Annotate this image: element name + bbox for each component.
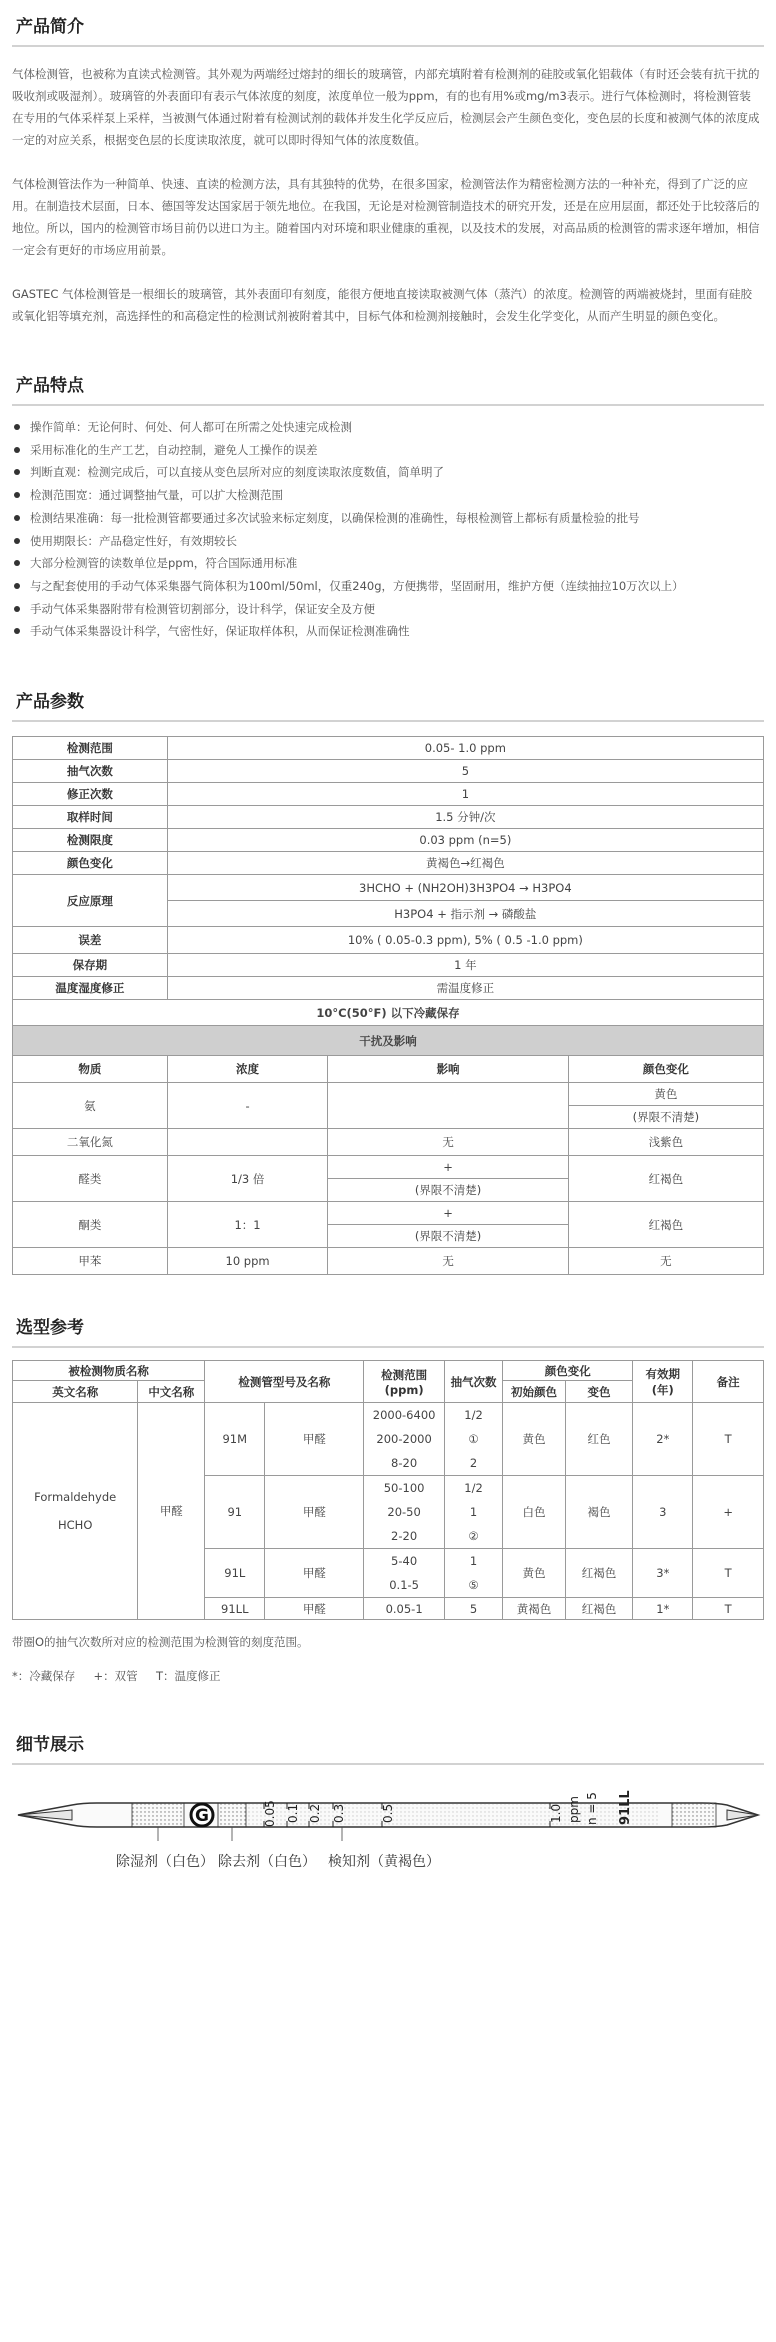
concentration-cell xyxy=(167,1129,328,1156)
column-header: 物质 xyxy=(13,1056,168,1083)
feature-item: 使用期限长：产品稳定性好，有效期较长 xyxy=(12,530,764,553)
column-header: 颜色变化 xyxy=(568,1056,763,1083)
remover-label: 除去剂（白色） xyxy=(218,1854,316,1871)
concentration-cell: 1：1 xyxy=(167,1202,328,1248)
remover-layer xyxy=(218,1803,246,1827)
features-divider xyxy=(12,404,764,406)
feature-item: 操作简单：无论何时、何处、何人都可在所需之处快速完成检测 xyxy=(12,416,764,439)
scale-label: 0.2 xyxy=(308,1803,322,1824)
initial-color-cell: 黄色 xyxy=(503,1549,565,1598)
param-value: H3PO4 + 指示剂 → 磷酸盐 xyxy=(167,901,763,927)
param-value: 1.5 分钟/次 xyxy=(167,806,763,829)
intro-paragraph: GASTEC 气体检测管是一根细长的玻璃管，其外表面印有刻度，能很方便地直接读取被测气体（蒸汽）的浓度。检测管的两端被烧封，里面有硅胶或氧化铝等填充剂，高选择性的和高稳定性的检测试剂被附着其中，目标气体和检测剂接触时，会发生化学变化，从而产生明显的颜色变化。 xyxy=(12,287,753,323)
strokes-value: ② xyxy=(468,1529,479,1544)
features-list xyxy=(12,416,764,643)
substance-cell: 酮类 xyxy=(13,1202,168,1248)
column-header: 备注 xyxy=(693,1361,764,1403)
intro-paragraph: 气体检测管，也被称为直读式检测管。其外观为两端经过熔封的细长的玻璃管，内部充填附着有检测剂的硅胶或氧化铝载体（有时还会装有抗干扰的吸收剂或吸湿剂）。玻璃管的外表面印有表示气体浓度的刻度，浓度单位一般为ppm，有的也有用%或mg/m3表示。进行气体检测时，将检测管装在专用的气体采样泵上采样，当被测气体通过附着有检测试剂的载体并发生化学反应后，检测层会产生颜色变化，变色层的长度和被测气体的浓度成一定的对应关系，根据变色层的长度读取浓度，就可以即时得知气体的浓度数值。 xyxy=(12,67,760,147)
tube-name-cell: 甲醛 xyxy=(265,1476,364,1549)
substance-cell: 醛类 xyxy=(13,1156,168,1202)
scale-label: 0.5 xyxy=(381,1803,395,1824)
column-header: 抽气次数 xyxy=(444,1361,503,1403)
select-divider xyxy=(12,1346,764,1348)
concentration-cell: 10 ppm xyxy=(167,1248,328,1275)
note-cell: + xyxy=(693,1476,764,1549)
detector-label: 検知剂（黄褐色） xyxy=(328,1854,440,1871)
tube-name-cell: 甲醛 xyxy=(265,1598,364,1620)
desiccant-layer xyxy=(132,1803,184,1827)
effect-cell: 无 xyxy=(328,1129,568,1156)
strokes-cell xyxy=(444,1403,503,1476)
feature-item: 手动气体采集器设计科学，气密性好，保证取样体积，从而保证检测准确性 xyxy=(12,620,764,643)
column-header: 英文名称 xyxy=(13,1381,138,1403)
english-name-cell xyxy=(13,1403,138,1620)
param-value: 3HCHO + (NH2OH)3H3PO4 → H3PO4 xyxy=(167,875,763,901)
range-cell xyxy=(364,1549,444,1598)
detail-title: 细节展示 xyxy=(16,1735,84,1756)
selection-notes xyxy=(12,1632,764,1686)
select-section-header xyxy=(12,1309,764,1348)
column-header: 中文名称 xyxy=(138,1381,205,1403)
initial-color-cell: 白色 xyxy=(503,1476,565,1549)
range-value: 0.1-5 xyxy=(389,1578,419,1593)
scale-label: ppm xyxy=(567,1796,581,1824)
params-section-header xyxy=(12,683,764,722)
column-header: 初始颜色 xyxy=(503,1381,565,1403)
range-value: 8-20 xyxy=(391,1456,418,1471)
column-header: 变色 xyxy=(565,1381,633,1403)
chinese-name-cell: 甲醛 xyxy=(138,1403,205,1620)
feature-item: 手动气体采集器附带有检测管切割部分，设计科学，保证安全及方便 xyxy=(12,598,764,621)
params-divider xyxy=(12,720,764,722)
valid-unit: (年) xyxy=(651,1382,674,1397)
changed-color-cell: 红褐色 xyxy=(565,1549,633,1598)
param-label: 检测范围 xyxy=(13,737,168,760)
column-header: 被检测物质名称 xyxy=(13,1361,205,1381)
initial-color-cell: 黄褐色 xyxy=(503,1598,565,1620)
label-leaders xyxy=(158,1827,342,1841)
table-row xyxy=(13,1026,764,1056)
param-label: 温度湿度修正 xyxy=(13,977,168,1000)
column-header: 颜色变化 xyxy=(503,1361,633,1381)
param-label: 取样时间 xyxy=(13,806,168,829)
scale-label: 0.1 xyxy=(286,1803,300,1824)
table-row xyxy=(13,1156,764,1179)
valid-cell: 3* xyxy=(633,1549,693,1598)
strokes-value: 1/2 xyxy=(464,1408,483,1423)
note-cell: T xyxy=(693,1549,764,1598)
strokes-value: 1 xyxy=(469,1505,478,1520)
select-title: 选型参考 xyxy=(16,1318,84,1339)
model-cell: 91 xyxy=(205,1476,265,1549)
intro-divider xyxy=(12,45,764,47)
table-row xyxy=(13,760,764,783)
strokes-value: ① xyxy=(468,1432,479,1447)
table-row xyxy=(13,1403,764,1476)
param-label: 反应原理 xyxy=(13,875,168,927)
table-row xyxy=(13,977,764,1000)
param-label: 修正次数 xyxy=(13,783,168,806)
features-section-header xyxy=(12,367,764,406)
table-row xyxy=(13,806,764,829)
table-row xyxy=(13,1248,764,1275)
param-value: 0.05- 1.0 ppm xyxy=(167,737,763,760)
note-cell: T xyxy=(693,1403,764,1476)
param-label: 检测限度 xyxy=(13,829,168,852)
param-label: 保存期 xyxy=(13,954,168,977)
model-cell: 91LL xyxy=(205,1598,265,1620)
storage-note: 10°C(50°F) 以下冷藏保存 xyxy=(13,1000,764,1026)
param-value: 1 xyxy=(167,783,763,806)
intro-body xyxy=(12,63,764,327)
range-unit: (ppm) xyxy=(384,1382,424,1397)
english-name: Formaldehyde xyxy=(34,1490,117,1505)
range-cell: 0.05-1 xyxy=(364,1598,444,1620)
effect-cell xyxy=(328,1083,568,1129)
initial-color-cell: 黄色 xyxy=(503,1403,565,1476)
detection-tube-drawing xyxy=(12,1779,764,1859)
concentration-cell: - xyxy=(167,1083,328,1129)
formula: HCHO xyxy=(58,1518,93,1533)
scale-label: 0.3 xyxy=(332,1803,346,1824)
param-value: 5 xyxy=(167,760,763,783)
column-header: 影响 xyxy=(328,1056,568,1083)
valid-cell: 1* xyxy=(633,1598,693,1620)
scale-label: 91LL xyxy=(618,1790,633,1826)
valid-cell: 3 xyxy=(633,1476,693,1549)
range-cell xyxy=(364,1476,444,1549)
feature-item: 判断直观：检测完成后，可以直接从变色层所对应的刻度读取浓度数值，简单明了 xyxy=(12,461,764,484)
selection-table xyxy=(12,1360,764,1620)
effect-cell: (界限不清楚) xyxy=(328,1179,568,1202)
table-row xyxy=(13,1129,764,1156)
feature-item: 采用标准化的生产工艺，自动控制，避免人工操作的误差 xyxy=(12,439,764,462)
param-label: 颜色变化 xyxy=(13,852,168,875)
table-row xyxy=(13,737,764,760)
color-cell: 红褐色 xyxy=(568,1156,763,1202)
color-cell: (界限不清楚) xyxy=(568,1106,763,1129)
desiccant-label: 除湿剂（白色） xyxy=(116,1854,214,1871)
params-title: 产品参数 xyxy=(16,692,84,713)
table-row xyxy=(13,1202,764,1225)
table-row xyxy=(13,829,764,852)
range-value: 2-20 xyxy=(391,1529,418,1544)
changed-color-cell: 褐色 xyxy=(565,1476,633,1549)
table-row xyxy=(13,1083,764,1106)
param-value: 1 年 xyxy=(167,954,763,977)
range-cell xyxy=(364,1403,444,1476)
detail-divider xyxy=(12,1763,764,1765)
substance-cell: 二氧化氮 xyxy=(13,1129,168,1156)
column-header xyxy=(633,1361,693,1403)
interference-title: 干扰及影响 xyxy=(13,1026,764,1056)
table-row xyxy=(13,927,764,954)
strokes-value: 2 xyxy=(469,1456,478,1471)
tube-end-plug xyxy=(672,1803,716,1827)
changed-color-cell: 红褐色 xyxy=(565,1598,633,1620)
param-label: 误差 xyxy=(13,927,168,954)
param-value: 0.03 ppm (n=5) xyxy=(167,829,763,852)
tube-layer-labels xyxy=(12,1851,764,1881)
intro-section-header xyxy=(12,8,764,47)
range-value: 200-2000 xyxy=(376,1432,432,1447)
scale-label: n = 5 xyxy=(585,1792,599,1826)
feature-item: 大部分检测管的读数单位是ppm，符合国际通用标准 xyxy=(12,552,764,575)
strokes-value: ⑤ xyxy=(468,1578,479,1593)
table-row xyxy=(13,783,764,806)
strokes-value: 1/2 xyxy=(464,1481,483,1496)
scale-label: 0.05 xyxy=(263,1800,277,1828)
detail-section-header xyxy=(12,1726,764,1765)
model-cell: 91L xyxy=(205,1549,265,1598)
note-legend: *：冷藏保存 +：双管 T：温度修正 xyxy=(12,1669,221,1684)
table-row xyxy=(13,1056,764,1083)
range-value: 5-40 xyxy=(391,1554,418,1569)
feature-item: 检测范围宽：通过调整抽气量，可以扩大检测范围 xyxy=(12,484,764,507)
intro-paragraph: 气体检测管法作为一种简单、快速、直读的检测方法，具有其独特的优势，在很多国家，检测管法作为精密检测方法的一种补充，得到了广泛的应用。在制造技术层面，日本、德国等发达国家居于领先地位。在我国，无论是对检测管制造技术的研究开发，还是在应用层面，都还处于比较落后的地位。所以，国内的检测管市场目前仍以进口为主。随着国内对环境和职业健康的重视，以及技术的发展，对高品质的检测管的需求逐年增加，相信一定会有更好的市场应用前景。 xyxy=(12,177,760,257)
effect-cell: (界限不清楚) xyxy=(328,1225,568,1248)
range-value: 2000-6400 xyxy=(372,1408,436,1423)
effect-cell: 无 xyxy=(328,1248,568,1275)
strokes-cell: 5 xyxy=(444,1598,503,1620)
intro-title: 产品简介 xyxy=(16,17,84,37)
effect-cell: + xyxy=(328,1202,568,1225)
color-cell: 黄色 xyxy=(568,1083,763,1106)
feature-item: 检测结果准确：每一批检测管都要通过多次试验来标定刻度，以确保检测的准确性，每根检测管上都标有质量检验的批号 xyxy=(12,507,764,530)
strokes-cell xyxy=(444,1476,503,1549)
range-value: 20-50 xyxy=(387,1505,421,1520)
valid-header: 有效期 xyxy=(645,1366,681,1381)
table-row xyxy=(13,852,764,875)
range-value: 50-100 xyxy=(383,1481,425,1496)
tube-name-cell: 甲醛 xyxy=(265,1549,364,1598)
table-row xyxy=(13,1000,764,1026)
feature-item: 与之配套使用的手动气体采集器气筒体积为100ml/50ml，仅重240g，方便携带，坚固耐用，维护方便（连续抽拉10万次以上） xyxy=(12,575,764,598)
param-value: 黄褐色→红褐色 xyxy=(167,852,763,875)
params-table xyxy=(12,736,764,1275)
param-label: 抽气次数 xyxy=(13,760,168,783)
table-row xyxy=(13,1361,764,1381)
valid-cell: 2* xyxy=(633,1403,693,1476)
changed-color-cell: 红色 xyxy=(565,1403,633,1476)
strokes-value: 1 xyxy=(469,1554,478,1569)
features-title: 产品特点 xyxy=(16,376,84,396)
strokes-cell xyxy=(444,1549,503,1598)
note-cell: T xyxy=(693,1598,764,1620)
color-cell: 红褐色 xyxy=(568,1202,763,1248)
detection-tube-figure xyxy=(12,1779,764,1899)
param-value: 需温度修正 xyxy=(167,977,763,1000)
table-row xyxy=(13,875,764,901)
color-cell: 浅紫色 xyxy=(568,1129,763,1156)
param-value: 10% ( 0.05-0.3 ppm), 5% ( 0.5 -1.0 ppm) xyxy=(167,927,763,954)
effect-cell: + xyxy=(328,1156,568,1179)
column-header xyxy=(364,1361,444,1403)
model-cell: 91M xyxy=(205,1403,265,1476)
column-header: 检测管型号及名称 xyxy=(205,1361,364,1403)
table-row xyxy=(13,954,764,977)
substance-cell: 氨 xyxy=(13,1083,168,1129)
range-header: 检测范围 xyxy=(381,1367,428,1382)
gastec-logo-letter: G xyxy=(195,1806,209,1827)
tube-name-cell: 甲醛 xyxy=(265,1403,364,1476)
column-header: 浓度 xyxy=(167,1056,328,1083)
scale-label: 1.0 xyxy=(549,1803,563,1824)
color-cell: 无 xyxy=(568,1248,763,1275)
note-circled: 带圈O的抽气次数所对应的检测范围为检测管的刻度范围。 xyxy=(12,1635,309,1650)
concentration-cell: 1/3 倍 xyxy=(167,1156,328,1202)
substance-cell: 甲苯 xyxy=(13,1248,168,1275)
